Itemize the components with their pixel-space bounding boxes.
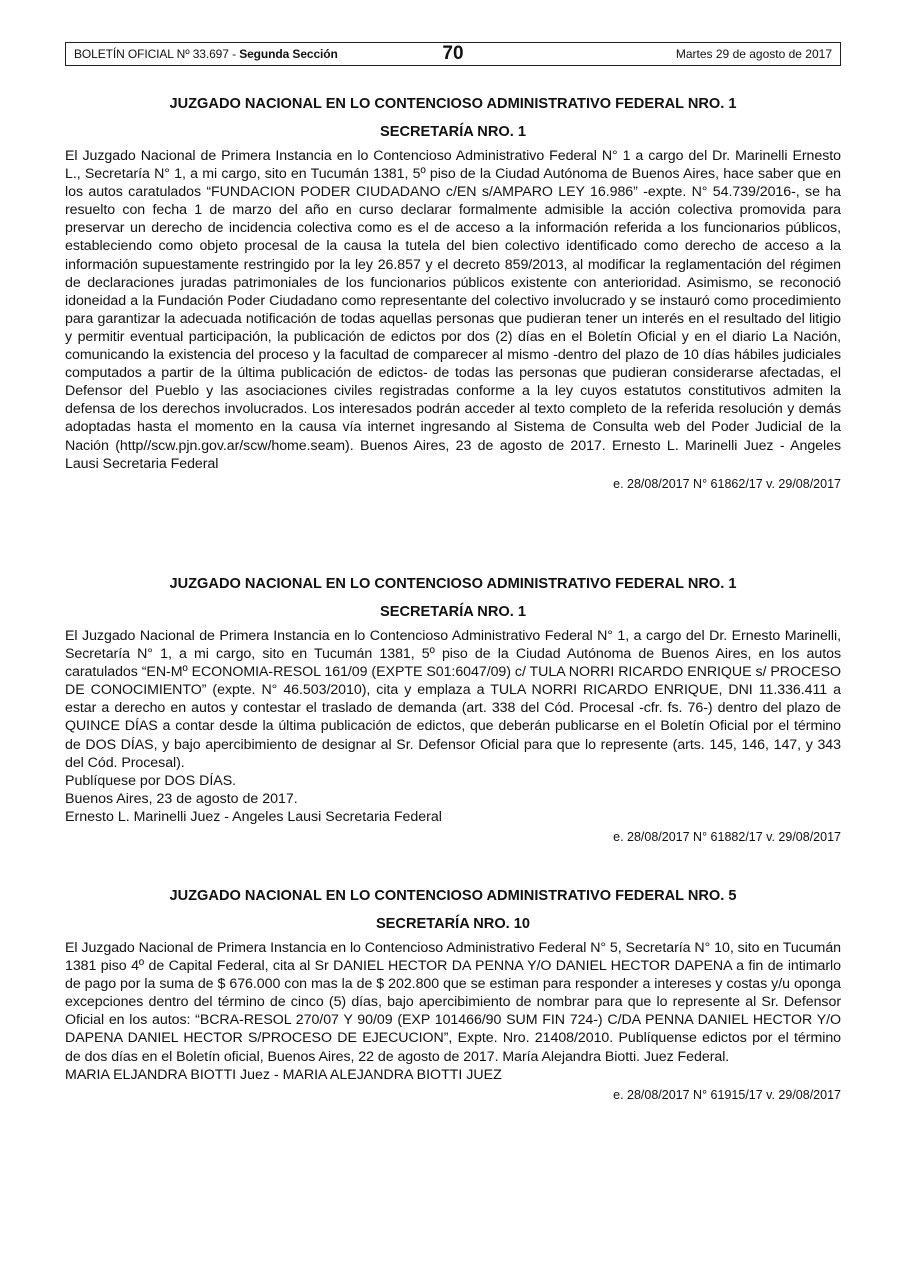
- notice-reference: e. 28/08/2017 N° 61915/17 v. 29/08/2017: [613, 1087, 841, 1102]
- notice-title: JUZGADO NACIONAL EN LO CONTENCIOSO ADMINISTRATIVO FEDERAL NRO. 5: [169, 888, 737, 904]
- notice-reference: e. 28/08/2017 N° 61862/17 v. 29/08/2017: [613, 476, 841, 491]
- notice-body: El Juzgado Nacional de Primera Instancia en lo Contencioso Administrativo Federal N° 1 a cargo del Dr. Marinelli Ernesto L., Secretaría N° 1, a mi cargo, sito en Tucumán 1381, 5º piso de la Ciudad Autónoma de Buenos Aires, hace saber que en los autos caratulados “FUNDACION PODER CIUDADANO c/EN s/AMPARO LEY 16.986” -expte. N° 54.739/2016-, se ha resuelto con fecha 1 de marzo del año en curso declarar formalmente admisible la acción colectiva promovida para preservar un derecho de incidencia colectiva como es el de acceso a la información referida a los funcionarios públicos, estableciendo como objeto procesal de la causa la tutela del bien colectivo identificado como derecho de acceso a la información supuestamente restringido por la ley 26.857 y el decreto 859/2013, al modificar la reglamentación del régimen de declaraciones juradas patrimoniales de los funcionarios públicos existente con anterioridad. Asimismo, se reconoció idoneidad a la Fundación Poder Ciudadano como representante del colectivo involucrado y se instauró como procedimiento para garantizar la adecuada notificación de todas aquellas personas que pudieran tener un interés en el resultado del litigio y permitir eventual participación, la publicación de edictos por dos (2) días en el Boletín Oficial y en el diario La Nación, comunicando la existencia del proceso y la facultad de comparecer al mismo -dentro del plazo de 10 días hábiles judiciales computados a partir de la última publicación de edictos- de todas las personas que pudieran considerarse afectadas, el Defensor del Pueblo y las asociaciones civiles registradas conforme a la ley cuyos estatutos constitutivos admiten la defensa de los derechos involucrados. Los interesados podrán acceder al texto completo de la referida resolución y demás adoptadas hasta el momento en la causa vía internet ingresando al Sistema de Consulta web del Poder Judicial de la Nación (http//scw.pjn.gov.ar/scw/home.seam). Buenos Aires, 23 de agosto de 2017. Ernesto L. Marinelli Juez - Angeles Lausi Secretaria Federal: [65, 148, 841, 472]
- notice: [65, 887, 841, 1103]
- notice-subtitle: SECRETARÍA NRO. 10: [375, 916, 531, 932]
- notice-body: El Juzgado Nacional de Primera Instancia en lo Contencioso Administrativo Federal N° 5, Secretaría N° 10, sito en Tucumán 1381 piso 4º de Capital Federal, cita al Sr DANIEL HECTOR DA PENNA Y/O DANIEL HECTOR DAPENA a fin de intimarlo de pago por la suma de $ 676.000 con mas la de $ 202.800 que se estiman para responder a intereses y costas y/u oponga excepciones dentro del término de cinco (5) días, bajo apercibimiento de nombrar para que lo represente al Sr. Defensor Oficial en los autos: “BCRA-RESOL 270/07 Y 90/09 (EXP 101466/90 SUM FIN 724-) C/DA PENNA DANIEL HECTOR Y/O DAPENA DANIEL HECTOR S/PROCESO DE EJECUCION”, Expte. Nro. 21408/2010. Publíquense edictos por el término de dos días en el Boletín oficial, Buenos Aires, 22 de agosto de 2017. María Alejandra Biotti. Juez Federal.: [65, 940, 841, 1065]
- page-number: 70: [442, 43, 464, 64]
- notice-reference: e. 28/08/2017 N° 61882/17 v. 29/08/2017: [613, 830, 841, 845]
- publication-date: Martes 29 de agosto de 2017: [675, 47, 832, 61]
- notice-body: El Juzgado Nacional de Primera Instancia en lo Contencioso Administrativo Federal N° 1, a cargo del Dr. Ernesto Marinelli, Secretaría N° 1, a mi cargo, sito en Tucumán 1381, 5º piso de la Ciudad Autónoma de Buenos Aires, en los autos caratulados “EN-Mº ECONOMIA-RESOL 161/09 (EXPTE S01:6047/09) c/ TULA NORRI RICARDO ENRIQUE s/ PROCESO DE CONOCIMIENTO” (expte. N° 46.503/2010), cita y emplaza a TULA NORRI RICARDO ENRIQUE, DNI 11.336.411 a estar a derecho en autos y contestar el traslado de demanda (art. 338 del Cód. Procesal -cfr. fs. 76-) dentro del plazo de QUINCE DÍAS a contar desde la última publicación de edictos, que deberán publicarse en el Boletín Oficial por el término de DOS DÍAS, y bajo apercibimiento de designar al Sr. Defensor Oficial para que lo represente (arts. 145, 146, 147, y 343 del Cód. Procesal).: [65, 628, 841, 771]
- notice-line: Publíquese por DOS DÍAS.: [65, 772, 237, 789]
- notice: [65, 575, 841, 845]
- notice-subtitle: SECRETARÍA NRO. 1: [380, 124, 526, 140]
- notice-title: JUZGADO NACIONAL EN LO CONTENCIOSO ADMINISTRATIVO FEDERAL NRO. 1: [169, 576, 737, 592]
- notice-subtitle: SECRETARÍA NRO. 1: [380, 604, 526, 620]
- notice-signature: Ernesto L. Marinelli Juez - Angeles Lausi Secretaria Federal: [65, 808, 442, 825]
- gazette-page: [65, 42, 841, 1102]
- notice-title: JUZGADO NACIONAL EN LO CONTENCIOSO ADMINISTRATIVO FEDERAL NRO. 1: [169, 96, 737, 112]
- notice-line: Buenos Aires, 23 de agosto de 2017.: [65, 790, 298, 807]
- section-name: Segunda Sección: [239, 47, 338, 61]
- notice-signature: MARIA ELJANDRA BIOTTI Juez - MARIA ALEJANDRA BIOTTI JUEZ: [65, 1066, 502, 1083]
- publication-number: BOLETÍN OFICIAL Nº 33.697 -: [74, 47, 240, 61]
- notice: [65, 95, 841, 492]
- page-header: [65, 42, 841, 66]
